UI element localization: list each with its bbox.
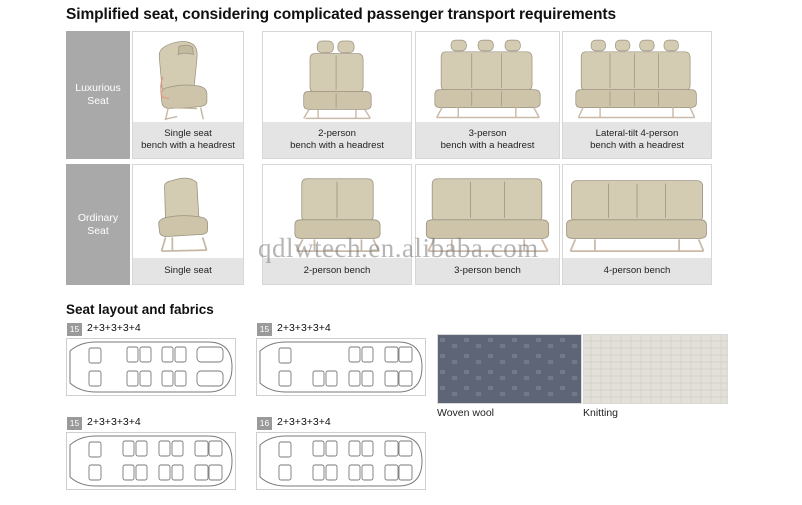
layout-badge-4: 16 [257, 417, 272, 430]
layout-diagram-3 [66, 416, 236, 490]
layout-code-1: 2+3+3+3+4 [87, 322, 141, 334]
three-person-luxury-bench-icon [416, 32, 559, 122]
row-label-luxurious [66, 31, 130, 159]
single-ordinary-seat-icon [133, 165, 243, 258]
seat-image-three-person-ordinary [416, 165, 559, 258]
fabric-label-woven-wool: Woven wool [437, 407, 495, 419]
seat-caption-single-luxury [133, 122, 243, 158]
four-person-luxury-bench-icon [563, 32, 711, 122]
layout-plan-icon-3 [67, 433, 235, 489]
matrix-row-ordinary [66, 164, 731, 285]
layout-badge-3: 15 [67, 417, 82, 430]
seat-caption-two-person-luxury [263, 122, 411, 158]
caption-line2: bench with a headrest [141, 140, 235, 151]
caption-line1: Single seat [164, 128, 212, 139]
seat-cell-single-ordinary [132, 164, 244, 285]
caption-line1: 2-person [318, 128, 356, 139]
seat-cell-single-luxury [132, 31, 244, 159]
seat-caption-four-person-luxury [563, 122, 711, 158]
caption-line1: 3-person [468, 128, 507, 139]
seat-caption-three-person-ordinary: 3-person bench [416, 258, 559, 284]
woven-wool-texture [438, 335, 581, 403]
caption-line2: bench with a headrest [290, 140, 384, 151]
watermark: qdlwtech.en.alibaba.com [258, 233, 539, 263]
layout-badge-2: 15 [257, 323, 272, 336]
seat-cell-two-person-ordinary [262, 164, 412, 285]
row-label-ordinary [66, 164, 130, 285]
seat-image-four-person-ordinary [563, 165, 711, 258]
layout-diagram-2 [256, 322, 426, 396]
four-person-ordinary-bench-icon [563, 165, 711, 258]
caption-line2: bench with a headrest [440, 140, 535, 151]
layout-code-3: 2+3+3+3+4 [87, 416, 141, 428]
layout-code-4: 2+3+3+3+4 [277, 416, 331, 428]
seat-image-two-person-ordinary [263, 165, 411, 258]
seat-caption-single-ordinary: Single seat [133, 258, 243, 284]
seat-matrix [66, 31, 731, 285]
seat-cell-two-person-luxury [262, 31, 412, 159]
seat-image-single-ordinary [133, 165, 243, 258]
layout-plan-icon-4 [257, 433, 425, 489]
seat-cell-four-person-ordinary [562, 164, 712, 285]
caption-line1: Lateral-tilt 4-person [595, 128, 679, 139]
seat-image-two-person-luxury [263, 32, 411, 122]
two-person-luxury-bench-icon [263, 32, 411, 122]
two-person-ordinary-bench-icon [263, 165, 411, 258]
fabric-swatch-knitting [583, 334, 728, 404]
seat-cell-three-person-ordinary [415, 164, 560, 285]
layout-diagram-1 [66, 322, 236, 396]
seat-caption-two-person-ordinary: 2-person bench [263, 258, 411, 284]
layout-plan-icon-2 [257, 339, 425, 395]
page-title: Simplified seat, considering complicated passenger transport requirements [66, 6, 616, 23]
single-luxury-seat-icon [133, 32, 243, 122]
seat-caption-four-person-ordinary: 4-person bench [563, 258, 711, 284]
three-person-ordinary-bench-icon [416, 165, 559, 258]
seat-image-single-luxury [133, 32, 243, 122]
layout-badge-1: 15 [67, 323, 82, 336]
seat-caption-three-person-luxury [416, 122, 559, 158]
matrix-row-luxurious [66, 31, 731, 159]
fabric-label-knitting: Knitting [583, 407, 619, 419]
row-label-line2: Seat [87, 95, 109, 107]
row-label-line2: Seat [87, 224, 109, 237]
fabric-swatch-woven-wool [437, 334, 582, 404]
row-label-line1: Luxurious [75, 82, 121, 94]
seat-cell-three-person-luxury [415, 31, 560, 159]
layout-diagram-4 [256, 416, 426, 490]
row-label-line1: Ordinary [77, 211, 119, 224]
layout-plan-icon-1 [67, 339, 235, 395]
caption-line2: bench with a headrest [590, 140, 684, 151]
layout-code-2: 2+3+3+3+4 [277, 322, 331, 334]
seat-image-three-person-luxury [416, 32, 559, 122]
seat-image-four-person-luxury [563, 32, 711, 122]
knitting-texture [584, 335, 727, 403]
seat-cell-four-person-luxury [562, 31, 712, 159]
section-heading-seat-layout: Seat layout and fabrics [66, 302, 214, 317]
